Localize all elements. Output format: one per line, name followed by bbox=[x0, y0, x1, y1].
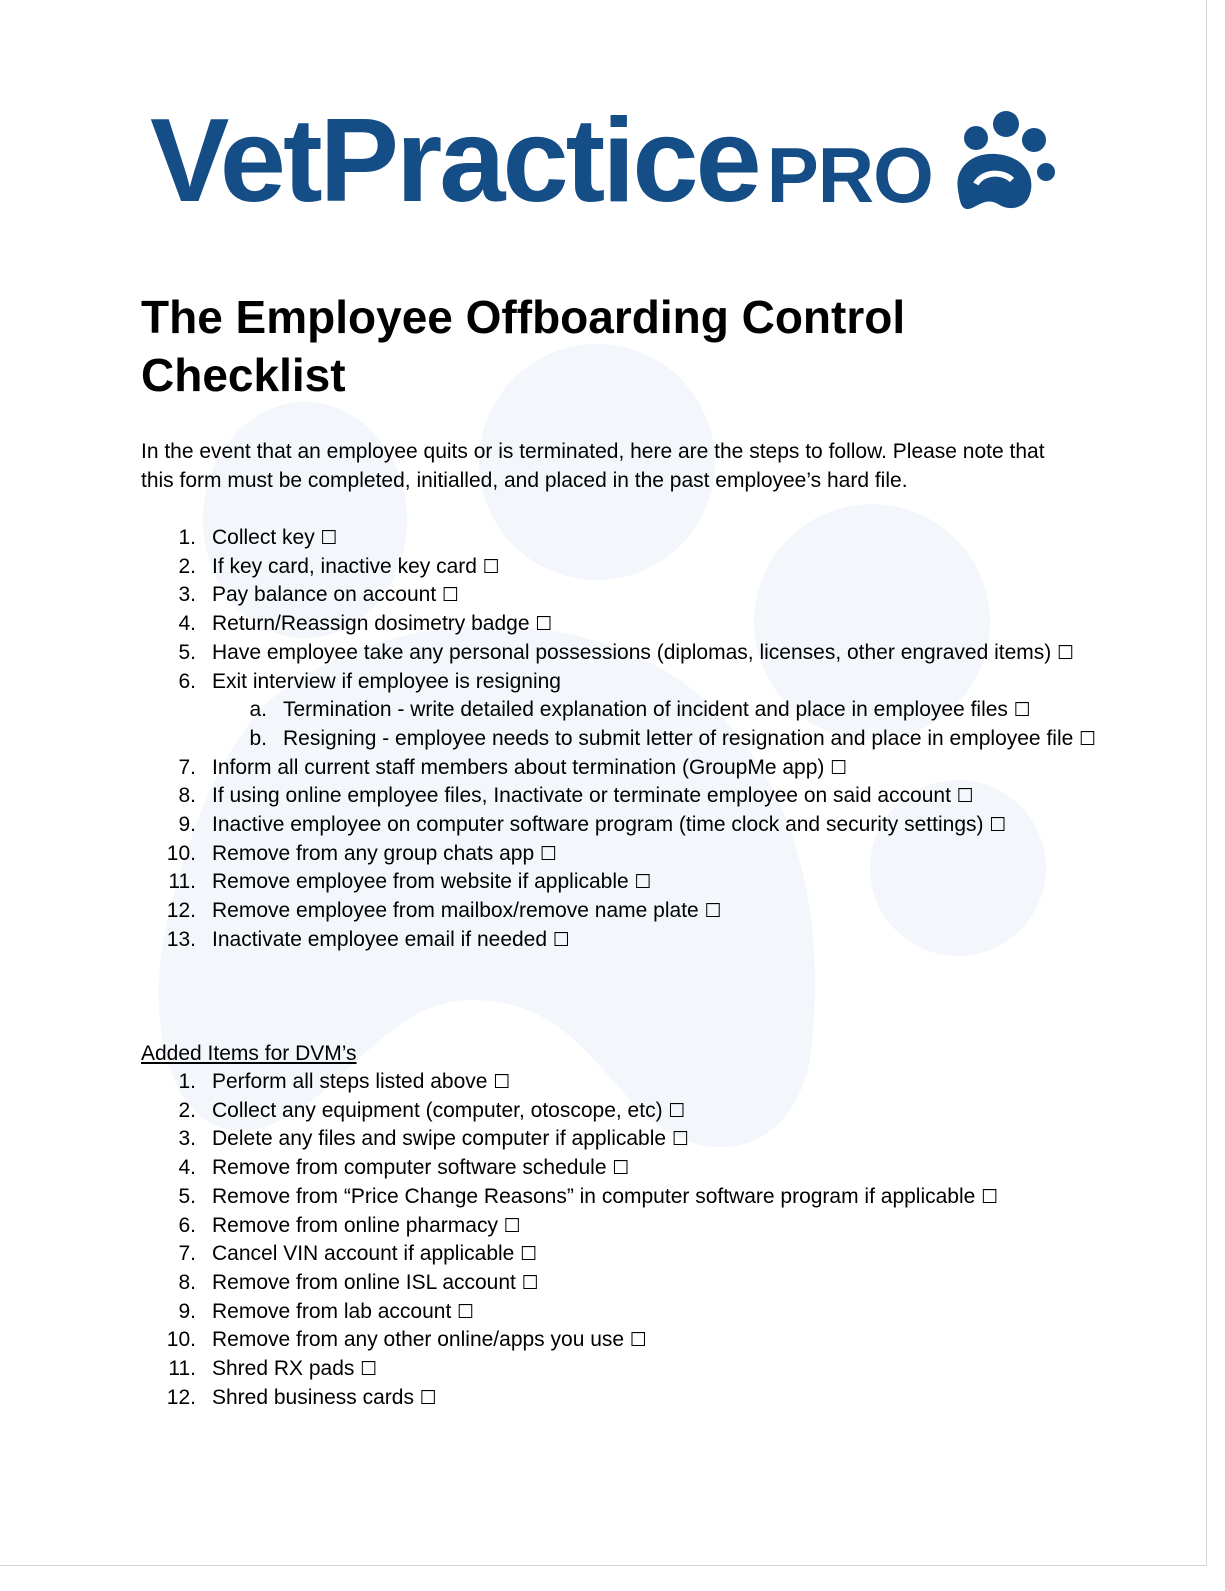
item-number: 11. bbox=[168, 870, 196, 894]
checklist-item bbox=[212, 696, 1101, 725]
logo-pro-text: PRO bbox=[766, 131, 933, 219]
item-number: 10. bbox=[166, 1328, 196, 1352]
checkbox[interactable]: ☐ bbox=[1057, 641, 1075, 664]
item-text: Shred RX pads bbox=[212, 1357, 355, 1381]
checklist-item bbox=[141, 1125, 1101, 1154]
item-text: If using online employee files, Inactivate or terminate employee on said account bbox=[212, 784, 951, 808]
checklist-item bbox=[141, 668, 1101, 754]
item-number: 8. bbox=[178, 1270, 196, 1294]
item-text: Have employee take any personal possessions (diplomas, licenses, other engraved items) bbox=[212, 640, 1052, 664]
checkbox[interactable]: ☐ bbox=[521, 1271, 539, 1294]
checklist-item bbox=[141, 1154, 1101, 1183]
item-text: Pay balance on account bbox=[212, 583, 437, 607]
checklist-item bbox=[141, 1355, 1101, 1384]
checkbox[interactable]: ☐ bbox=[482, 555, 500, 578]
item-number: 1. bbox=[178, 1070, 196, 1093]
checkbox[interactable]: ☐ bbox=[1013, 699, 1031, 722]
page-title: The Employee Offboarding Control Checklist bbox=[141, 291, 906, 401]
checklist-item bbox=[141, 1183, 1101, 1212]
item-text: Inactive employee on computer software program (time clock and security settings) bbox=[212, 813, 984, 837]
checklist-item bbox=[141, 1384, 1101, 1413]
checkbox[interactable]: ☐ bbox=[956, 785, 974, 808]
checkbox[interactable]: ☐ bbox=[442, 584, 460, 607]
checkbox[interactable]: ☐ bbox=[320, 527, 338, 549]
item-number: 2. bbox=[178, 554, 196, 578]
item-text: Resigning - employee needs to submit letter of resignation and place in employee file bbox=[283, 726, 1074, 750]
item-text: Collect key bbox=[212, 526, 315, 549]
item-text: Remove from online pharmacy bbox=[212, 1213, 498, 1237]
sub-list bbox=[212, 696, 1101, 753]
dvm-checklist bbox=[141, 1068, 1101, 1412]
item-number: 7. bbox=[178, 1242, 196, 1266]
checkbox[interactable]: ☐ bbox=[981, 1185, 999, 1208]
item-text: Inform all current staff members about termination (GroupMe app) bbox=[212, 755, 825, 779]
checkbox[interactable]: ☐ bbox=[989, 814, 1007, 837]
item-text: Perform all steps listed above bbox=[212, 1070, 488, 1093]
item-text: Remove from any group chats app bbox=[212, 841, 535, 865]
item-number: 3. bbox=[178, 1127, 196, 1151]
item-number: 10. bbox=[166, 841, 196, 865]
checklist-item bbox=[141, 782, 1101, 811]
item-text: If key card, inactive key card bbox=[212, 554, 477, 578]
item-number: 7. bbox=[178, 755, 196, 779]
item-text: Remove from computer software schedule bbox=[212, 1156, 607, 1180]
item-text: Remove employee from website if applicable bbox=[212, 870, 629, 894]
checklist-item bbox=[141, 1326, 1101, 1355]
checklist-item bbox=[141, 811, 1101, 840]
item-number: 4. bbox=[178, 1156, 196, 1180]
checklist-item bbox=[141, 581, 1101, 610]
checkbox[interactable]: ☐ bbox=[668, 1099, 686, 1122]
checkbox[interactable]: ☐ bbox=[493, 1071, 511, 1093]
item-number: 1. bbox=[178, 526, 196, 549]
item-number: a. bbox=[249, 698, 267, 722]
item-text: Termination - write detailed explanation of incident and place in employee files bbox=[283, 698, 1008, 722]
checklist-item bbox=[141, 610, 1101, 639]
checkbox[interactable]: ☐ bbox=[457, 1300, 475, 1323]
checklist-item bbox=[141, 1269, 1101, 1298]
checkbox[interactable]: ☐ bbox=[1079, 727, 1097, 750]
item-text: Shred business cards bbox=[212, 1385, 414, 1409]
item-number: b. bbox=[249, 726, 267, 750]
item-number: 12. bbox=[166, 899, 196, 923]
vetpracticepro-logo bbox=[150, 94, 933, 227]
checkbox[interactable]: ☐ bbox=[535, 613, 553, 636]
checkbox[interactable]: ☐ bbox=[552, 928, 570, 951]
item-number: 5. bbox=[178, 640, 196, 664]
intro-paragraph: In the event that an employee quits or is terminated, here are the steps to follow. Please note that this form must be completed, initialled, and placed in the past employee’s hard file. bbox=[141, 440, 1045, 492]
item-text: Inactivate employee email if needed bbox=[212, 927, 548, 951]
item-text: Return/Reassign dosimetry badge bbox=[212, 612, 530, 636]
item-text: Collect any equipment (computer, otoscope, etc) bbox=[212, 1098, 663, 1122]
item-number: 9. bbox=[178, 813, 196, 837]
item-number: 3. bbox=[178, 583, 196, 607]
item-number: 8. bbox=[178, 784, 196, 808]
checklist-item bbox=[141, 754, 1101, 783]
item-text: Remove from any other online/apps you use bbox=[212, 1328, 625, 1352]
checklist-item bbox=[141, 897, 1101, 926]
checklist-item bbox=[141, 1097, 1101, 1126]
checkbox[interactable]: ☐ bbox=[634, 871, 652, 894]
checklist-item bbox=[141, 639, 1101, 668]
item-number: 13. bbox=[166, 927, 196, 951]
item-number: 2. bbox=[178, 1098, 196, 1122]
item-text: Remove employee from mailbox/remove name plate bbox=[212, 899, 699, 923]
checklist-item bbox=[141, 840, 1101, 869]
checkbox[interactable]: ☐ bbox=[671, 1128, 689, 1151]
item-number: 5. bbox=[178, 1184, 196, 1208]
checklist-item bbox=[141, 1240, 1101, 1269]
checkbox[interactable]: ☐ bbox=[520, 1243, 538, 1266]
paw-logo-icon bbox=[940, 108, 1060, 220]
checklist-item bbox=[141, 553, 1101, 582]
item-number: 4. bbox=[178, 612, 196, 636]
offboarding-checklist bbox=[141, 524, 1101, 955]
item-number: 6. bbox=[178, 669, 196, 693]
item-text: Remove from lab account bbox=[212, 1299, 452, 1323]
checkbox[interactable]: ☐ bbox=[830, 756, 848, 779]
checklist-item bbox=[141, 1212, 1101, 1241]
checklist-item bbox=[141, 868, 1101, 897]
item-text: Remove from online ISL account bbox=[212, 1270, 516, 1294]
item-text: Exit interview if employee is resigning bbox=[212, 669, 561, 693]
checkbox[interactable]: ☐ bbox=[612, 1157, 630, 1180]
dvm-section-title: Added Items for DVM’s bbox=[141, 1042, 357, 1065]
checklist-item bbox=[141, 524, 1101, 553]
checkbox[interactable]: ☐ bbox=[503, 1214, 521, 1237]
checklist-item bbox=[141, 926, 1101, 955]
logo-wordmark: VetPractice bbox=[150, 94, 759, 227]
item-text: Cancel VIN account if applicable bbox=[212, 1242, 515, 1266]
checkbox[interactable]: ☐ bbox=[704, 900, 722, 923]
checklist-item bbox=[212, 725, 1101, 754]
item-number: 12. bbox=[166, 1385, 196, 1409]
checkbox[interactable]: ☐ bbox=[419, 1386, 437, 1409]
checkbox[interactable]: ☐ bbox=[540, 842, 558, 865]
item-text: Delete any files and swipe computer if applicable bbox=[212, 1127, 667, 1151]
checklist-item bbox=[141, 1298, 1101, 1327]
item-text: Remove from “Price Change Reasons” in computer software program if applicable bbox=[212, 1184, 976, 1208]
checkbox[interactable]: ☐ bbox=[360, 1358, 378, 1381]
checkbox[interactable]: ☐ bbox=[629, 1329, 647, 1352]
item-number: 11. bbox=[168, 1357, 196, 1381]
logo-pro bbox=[767, 108, 933, 220]
checklist-item bbox=[141, 1068, 1101, 1097]
item-number: 9. bbox=[178, 1299, 196, 1323]
item-number: 6. bbox=[178, 1213, 196, 1237]
